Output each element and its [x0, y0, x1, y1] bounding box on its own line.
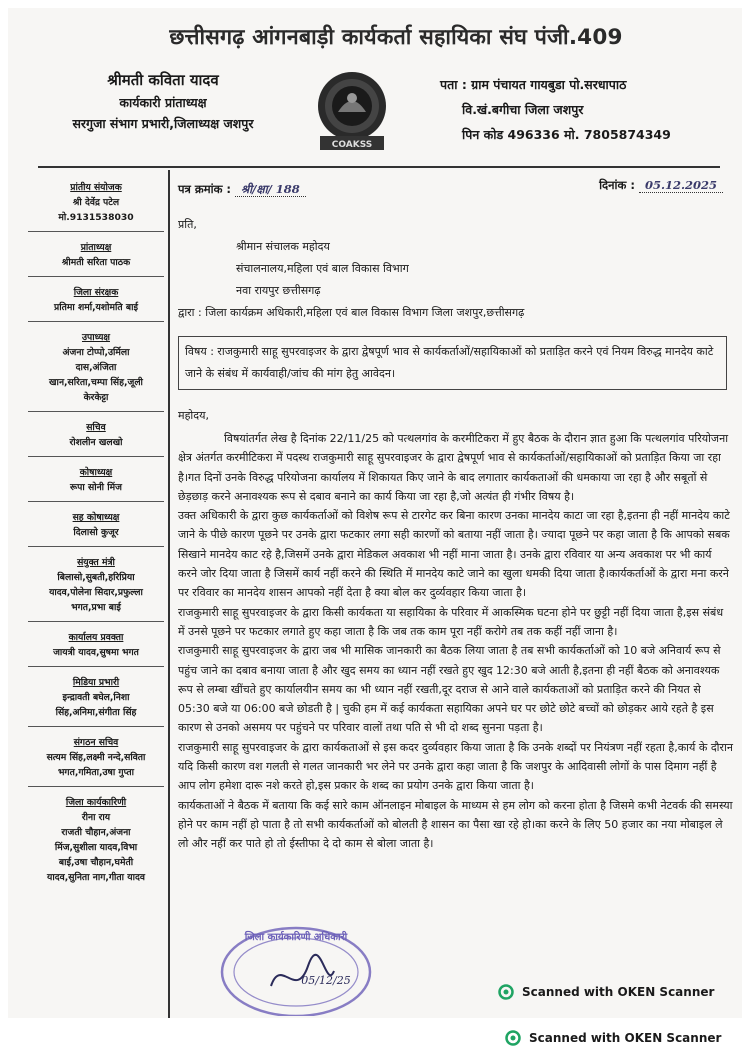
reference-row [178, 178, 733, 200]
sidebar-name: यादव,पोलेना सिदार,प्रफुल्ला [49, 587, 143, 598]
scanner-watermark-outer [505, 1030, 721, 1046]
paragraph: विषयांतर्गत लेख है दिनांक 22/11/25 को पत्थलगांव के करमीटिकरा में हुए बैठक के दौरान ज्ञात हुआ कि पत्थलगांव परियोजना क्षेत्र अंतर्गत करमीटिकरा में पदस्थ राजकुमारी साहू सुपरवाइजर के द्वारा द्वेषपूर्ण भाव से कार्यकर्ताओं/सहायिकाओं को प्रताड़ित किया जा रहा है।गत दिनों उनके विरुद्ध परियोजना कार्यालय में शिकायत किए जाने के बाद लगातार कार्यकताओं की धमकाया जा रहा है और सबूतों से छेड़छाड़ करने अनावश्यक रूप से दबाव बनाने का कार्य किया जा रहा है,जो अत्यंत ही गंभीर विषय है। [178, 432, 729, 503]
emblem-label: COAKSS [331, 140, 373, 150]
sidebar-role: मिडिया प्रभारी [72, 677, 120, 688]
recipient-line: नवा रायपुर छत्तीसगढ़ [236, 284, 321, 297]
sidebar-divider [168, 170, 170, 1018]
sidebar-entry [28, 671, 164, 727]
sidebar-entry [28, 551, 164, 622]
sidebar-name: रोशलीन खलखो [69, 437, 123, 448]
sidebar-entry [28, 506, 164, 547]
sidebar-name: भगत,प्रभा बाई [71, 602, 121, 613]
sidebar-name: श्री देवेंद्र पटेल [72, 197, 120, 208]
paragraph: कार्यकताओं ने बैठक में बताया कि कई सारे काम ऑनलाइन मोबाइल के माध्यम से हम लोग को करना होता है जिसमे कभी नेटवर्क की समस्या होने पर काम नहीं हो पाता है तो सभी कार्यकर्ताओं को बोलती है शासन का पैसा खा रहे हो।का करने के लिए 50 हजार का नया मोबाइल ले लो और नहीं कर पाते हो तो ईस्तीफा दे दो काम से बोला जाता है। [178, 798, 733, 851]
through-line: द्वारा : जिला कार्यक्रम अधिकारी,महिला एवं बाल विकास विभाग जिला जशपुर,छत्तीसगढ़ [178, 306, 525, 319]
sidebar-role: कोषाध्यक्ष [79, 467, 113, 478]
sidebar-name: सत्यम सिंह,लक्ष्मी नन्दे,सविता [46, 752, 146, 763]
sidebar-role: कार्यालय प्रवक्ता [68, 632, 124, 643]
ref-value: श्री/क्षा/ 188 [235, 182, 306, 197]
sidebar-name: रूपा सोनी मिंज [70, 482, 122, 493]
sidebar-role: सह कोषाध्यक्ष [72, 512, 120, 523]
paragraph: राजकुमारी साहू सुपरवाइजर के द्वारा जब भी मासिक जानकारी का बैठक लिया जाता है तब सभी कार्यकर्ताओं को 10 बजे अनिवार्य रूप से पहुंच जाने का दबाव बनाया जाता है और खुद समय का ध्यान नहीं रखते हुए खुद 12:30 बजे आती है,इतना ही नहीं बैठक को अनावश्यक रूप से लम्बा खींचते हुए कार्यालयीन समय का भी ध्यान नहीं रखती,दूर दराज से आने वाले कार्यकताओं को प्रताड़ित करने की नियत से 05:30 बजे या 06:00 बजे छोडती है | चुकी हम में कई कार्यकता सहायिका अपने घर पर छोटे छोटे बच्चों को छोड़कर आये रहते है इस कारण से उनको असमय पर पहुंचने पर परिवार वालों तथा पति से भी दो शब्द सुनना पड़ता है। [178, 644, 721, 735]
sidebar-name: अंजना टोप्पो,उर्मिला [62, 347, 130, 358]
sidebar-role: प्रांताध्यक्ष [80, 242, 112, 253]
sidebar-role: जिला कार्यकारिणी [65, 797, 127, 808]
letter-page [8, 8, 742, 1018]
scanner-watermark-inner [498, 984, 714, 1000]
ref-label: पत्र क्रमांक : [178, 182, 232, 196]
address-block [440, 76, 730, 151]
sidebar-role: जिला संरक्षक [73, 287, 119, 298]
sidebar-name: भगत,गमिता,उषा गुप्ता [57, 767, 135, 778]
date-value: 05.12.2025 [639, 178, 723, 193]
pin-phone: पिन कोड 496336 मो. 7805874349 [462, 127, 671, 142]
sidebar-entry [28, 791, 164, 891]
union-emblem-icon [314, 68, 390, 152]
to-label: प्रति, [178, 218, 197, 231]
signature-date: 05/12/25 [301, 974, 351, 987]
office-bearers-sidebar [28, 176, 164, 895]
sidebar-name: मिंज,सुशीला यादव,विभा [54, 842, 138, 853]
sender-region: सरगुजा संभाग प्रभारी,जिलाध्यक्ष जशपुर [72, 116, 254, 131]
sidebar-name: सिंह,अनिमा,संगीता सिंह [55, 707, 137, 718]
salutation: महोदय, [178, 409, 209, 422]
sender-designation: कार्यकारी प्रांताध्यक्ष [119, 95, 207, 110]
scanner-label: Scanned with OKEN Scanner [529, 1031, 722, 1045]
sender-name: श्रीमती कविता यादव [107, 71, 219, 89]
date-label: दिनांक : [599, 178, 635, 192]
recipient-block [178, 214, 733, 324]
stamp-text: जिला कार्यकारिणी अधिकारी [244, 932, 348, 943]
sidebar-name: दास,अंजिता [75, 362, 117, 373]
paragraph: उक्त अधिकारी के द्वारा कुछ कार्यकर्ताओं को विशेष रूप से टारगेट कर बिना कारण उनका मानदेय काटा जा रहा है,इतना ही नहीं मानदेय काटे जाने के पीछे कारण पूछने पर उनके द्वारा फटकार लगा सही कारणों को बताया नहीं जाता है। ज्यादा पूछने पर कहा जाता है कि आपको सबक सिखाने मानदेय काट रहे है,जिसमें उनके द्वारा मेडिकल अवकाश भी नहीं माना जाता है। उनके द्वारा रविवार या अन्य अवकाश पर भी कार्य करने जोर दिया जाता है जिसमें कार्य नहीं करने की स्थिति में मानदेय काटे जाने का खुला धमकी दिया जाता है।कार्यकर्ताओं के द्वारा मना करने पर रविवार का मानदेय शासन आपको नहीं देता है क्या बोल कर दुर्व्यवहार किया जाता है। [178, 509, 730, 600]
sidebar-name: इन्द्रावती बघेल,निशा [62, 692, 130, 703]
sidebar-role: प्रांतीय संयोजक [70, 182, 122, 193]
sidebar-name: बाई,उषा चौहान,घमेती [58, 857, 134, 868]
sidebar-role: संयुक्त मंत्री [77, 557, 115, 568]
sidebar-name: राजती चौहान,अंजना [61, 827, 131, 838]
sidebar-entry [28, 281, 164, 322]
sidebar-name: बिलासो,सुबती,हरिप्रिया [57, 572, 135, 583]
scanner-label: Scanned with OKEN Scanner [522, 985, 715, 999]
paragraph: राजकुमारी साहू सुपरवाइजर के द्वारा कार्यकताओं से इस कदर दुर्व्यवहार किया जाता है कि उनके शब्दों पर नियंत्रण नहीं रहता है,कार्य के दौरान यदि किसी कारण वश गलती से गलत जानकारी भर लेने पर उनके द्वारा कहा जाता है कि जशपुर के आदिवासी लोगों के पास दिमाग नहीं है आप लोग हमेशा दारू नशे करते हो,इस प्रकार के शब्द का प्रयोग उनके द्वारा किया जाता है। [178, 740, 733, 793]
letter-paragraphs [178, 429, 733, 854]
sidebar-name: प्रतिमा शर्मा,यशोमति बाई [54, 302, 138, 313]
sidebar-name: खान,सरिता,चम्पा सिंह,जूली [49, 377, 143, 388]
sidebar-entry [28, 731, 164, 787]
sidebar-name: रीना राय [81, 812, 111, 823]
sidebar-role: सचिव [86, 422, 106, 433]
sidebar-role: संगठन सचिव [73, 737, 119, 748]
sidebar-name: केरकेट्टा [83, 392, 109, 403]
scanner-icon [498, 984, 514, 1000]
scanner-icon [505, 1030, 521, 1046]
sender-block [28, 70, 298, 132]
sidebar-entry [28, 461, 164, 502]
reference-number [178, 182, 306, 197]
sidebar-name: यादव,सुनिता नाग,गीता यादव [47, 872, 145, 883]
office-stamp [216, 916, 376, 1016]
sidebar-entry [28, 236, 164, 277]
sidebar-name: जायत्री यादव,सुषमा भगत [53, 647, 139, 658]
sidebar-entry [28, 326, 164, 412]
address-line-2: वि.खं.बगीचा जिला जशपुर [462, 102, 584, 117]
union-title: छत्तीसगढ़ आंगनबाड़ी कार्यकर्ता सहायिका संघ पंजी.409 [169, 25, 623, 50]
letter-date [599, 178, 723, 193]
paragraph: राजकुमारी साहू सुपरवाइजर के द्वारा किसी कार्यकता या सहायिका के परिवार में आकस्मिक घटना होने पर छुट्टी नहीं दिया जाता है,इस संबंध में उनसे पूछने पर फटकार लगाते हुए कहा जाता है कि जब तक काम पूरा नहीं करोगे तब तक कहीं नहीं जाना है। [178, 605, 724, 638]
sidebar-name: मो.9131538030 [58, 212, 134, 223]
sidebar-entry [28, 176, 164, 232]
sidebar-name: दिलासो कुजूर [73, 527, 119, 538]
sidebar-entry [28, 626, 164, 667]
sidebar-role: उपाध्यक्ष [81, 332, 110, 343]
recipient-line: श्रीमान संचालक महोदय [236, 240, 330, 253]
recipient-line: संचालनालय,महिला एवं बाल विकास विभाग [236, 262, 409, 275]
header-divider [38, 166, 720, 168]
sidebar-entry [28, 416, 164, 457]
address-line-1: पता : ग्राम पंचायत गायबुडा पो.सरधापाठ [440, 77, 627, 92]
sidebar-name: श्रीमती सरिता पाठक [61, 257, 131, 268]
subject-box: विषय : राजकुमारी साहू सुपरवाइजर के द्वारा द्वेषपूर्ण भाव से कार्यकर्ताओं/सहायिकाओं को प्रताड़ित करने एवं नियम विरुद्ध मानदेय काटे जाने के संबंध में कार्यवाही/जांच की मांग हेतु आवेदन। [178, 336, 727, 390]
letter-body [178, 178, 733, 854]
